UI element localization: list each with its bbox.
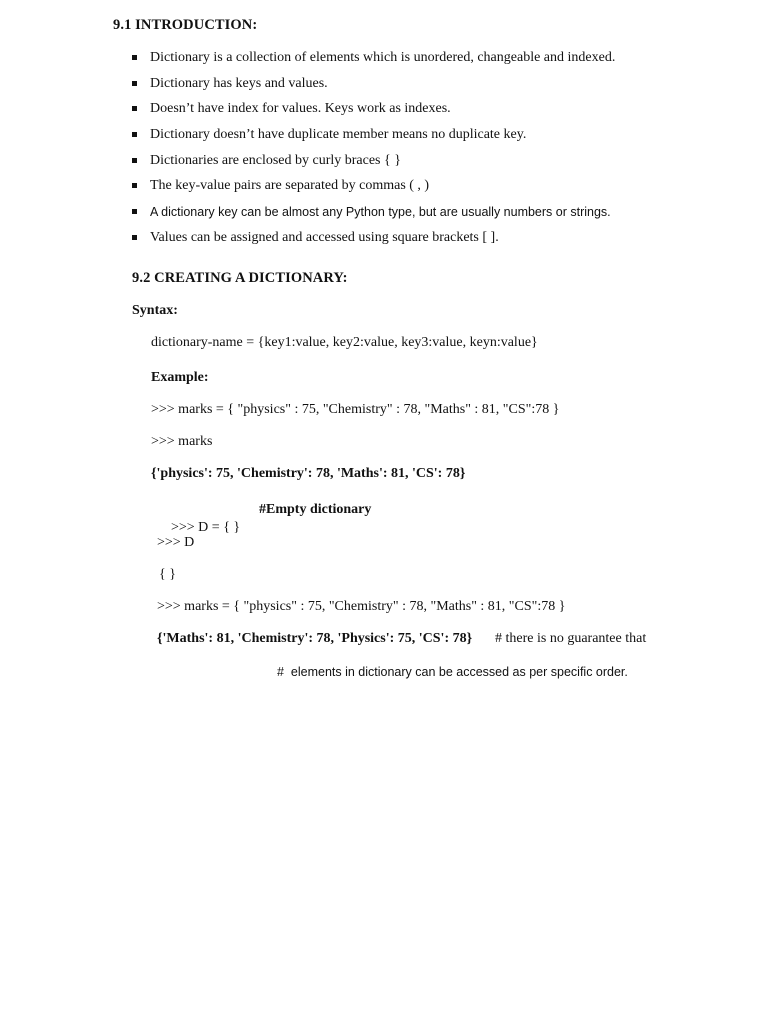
code-line: >>> marks = { "physics" : 75, "Chemistry" : 78, "Maths" : 81, "CS":78 } — [151, 402, 560, 417]
code-text: >>> D = { } — [171, 520, 241, 535]
square-bullet-icon — [132, 55, 137, 60]
bullet-item — [132, 74, 615, 100]
square-bullet-icon — [132, 158, 137, 163]
code-comment: #Empty dictionary — [259, 502, 372, 517]
code-line: >>> marks — [151, 434, 213, 449]
code-output-line: { } — [159, 567, 176, 582]
bullet-text: Dictionary is a collection of elements which is unordered, changeable and indexed. — [150, 50, 616, 65]
code-line: >>> D — [157, 535, 195, 550]
bullet-text: Dictionary doesn’t have duplicate member means no duplicate key. — [150, 127, 527, 143]
code-comment: # there is no guarantee that — [495, 631, 647, 646]
square-bullet-icon — [132, 235, 137, 240]
code-output-line: {'Maths': 81, 'Chemistry': 78, 'Physics': 75, 'CS': 78} — [157, 631, 473, 646]
introduction-bullet-list — [132, 48, 615, 254]
bullet-text: Dictionaries are enclosed by curly braces { } — [150, 152, 401, 168]
bullet-item — [132, 99, 615, 125]
bullet-item — [132, 176, 615, 202]
square-bullet-icon — [132, 106, 137, 111]
bullet-text: Values can be assigned and accessed using square brackets [ ]. — [150, 229, 499, 245]
bullet-item — [132, 125, 615, 151]
square-bullet-icon — [132, 209, 137, 214]
bullet-item — [132, 151, 615, 177]
square-bullet-icon — [132, 132, 137, 137]
code-line: >>> marks = { "physics" : 75, "Chemistry" : 78, "Maths" : 81, "CS":78 } — [157, 599, 566, 614]
square-bullet-icon — [132, 81, 137, 86]
section-heading-creating-dictionary: 9.2 CREATING A DICTIONARY: — [132, 270, 348, 286]
square-bullet-icon — [132, 183, 137, 188]
bullet-item — [132, 228, 615, 254]
bullet-text: Doesn’t have index for values. Keys work as indexes. — [150, 101, 451, 117]
section-heading-introduction: 9.1 INTRODUCTION: — [113, 17, 258, 33]
example-label: Example: — [151, 370, 209, 385]
code-comment: # elements in dictionary can be accessed as per specific order. — [277, 665, 628, 679]
bullet-text: A dictionary key can be almost any Python type, but are usually numbers or strings. — [150, 205, 611, 220]
bullet-item — [132, 48, 615, 74]
bullet-item — [132, 202, 615, 228]
syntax-label: Syntax: — [132, 303, 178, 318]
code-output-line: {'physics': 75, 'Chemistry': 78, 'Maths': 81, 'CS': 78} — [151, 466, 466, 481]
bullet-text: The key-value pairs are separated by commas ( , ) — [150, 178, 430, 194]
bullet-text: Dictionary has keys and values. — [150, 75, 328, 91]
syntax-line: dictionary-name = {key1:value, key2:value, key3:value, keyn:value} — [151, 335, 538, 350]
